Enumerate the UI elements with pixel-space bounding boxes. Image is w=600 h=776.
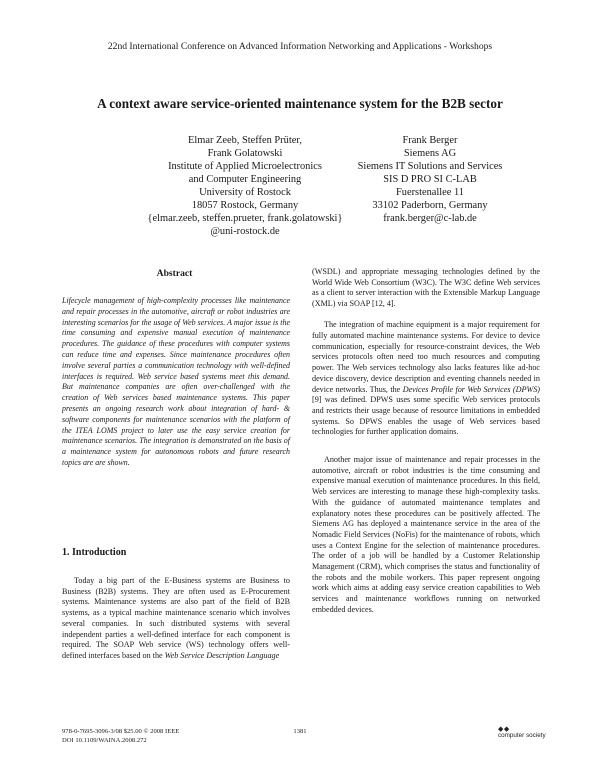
abstract-heading: Abstract: [156, 268, 193, 279]
affiliation-line: University of Rostock: [199, 187, 291, 198]
right-column: [312, 267, 540, 616]
intro-text: Today a big part of the E-Business systems are Business to Business (B2B) systems. They are often used as E-Procurement systems. Maintenance systems are also part of the field of B2B systems, as a typical machine maintenance scenario which involves several companies. In such distributed systems with several independent parties a well-defined interface for each component is required. The SOAP Web service (WS) technology offers well-defined interfaces based on the: [62, 576, 290, 660]
author-line: Frank Golatowski: [207, 148, 283, 159]
computer-society-logo: [498, 727, 548, 740]
email-line: {elmar.zeeb, steffen.prueter, frank.golatowski}: [147, 213, 343, 224]
affiliation-line: and Computer Engineering: [188, 174, 302, 185]
ieee-logo-icon: ◆◆: [498, 726, 510, 733]
author-line: Frank Berger: [402, 135, 458, 146]
address-line: 33102 Paderborn, Germany: [372, 200, 488, 211]
conference-header: 22nd International Conference on Advanced Information Networking and Applications - Workshops: [107, 41, 493, 52]
section-heading-introduction: 1. Introduction: [62, 547, 127, 558]
right-paragraph-3: Another major issue of maintenance and repair processes in the automotive, aircraft or robot industries is the time consuming and expensive manual execution of maintenance procedures. In this field, Web services are interesting to manage these high-complexity tasks. With the guidance of automated maintenance templates and explanatory notes these procedures can be positively affected. The Siemens AG has deployed a maintenance service in the area of the Nomadic Field Services (NoFis) for the maintenance of robots, which uses a Context Engine for the selection of maintenance procedures. The order of a job will be handled by a Customer Relationship Management (CRM), which comprises the status and functionality of the robots and the mobile workers. This paper represent ongoing work which aims at adding easy service creation capabilities to Web services and maintenance workflows running on networked embedded devices.: [312, 455, 540, 614]
right-paragraph-2-cont: [9] was defined. DPWS uses some specific Web services protocols and restricts their usage because of resource limitations in embedded systems. So DPWS enables the usage of Web services based technologies for further application domains.: [312, 395, 540, 437]
doi-line: DOI 10.1109/WAINA.2008.272: [62, 736, 147, 744]
intro-emphasis: Web Service Description Language: [164, 650, 280, 660]
address-line: Fuerstenallee 11: [396, 187, 464, 198]
footer-copyright: [62, 728, 179, 745]
affiliation-line: Siemens AG: [403, 148, 457, 159]
right-paragraph-2: The integration of machine equipment is a major requirement for fully automated machine maintenance systems. For device to device communication, especially for resource-constraint devices, the Web services protocols often need too much resources and computing power. The Web services technology also lacks features like ad-hoc device discovery, device description and eventing channels needed in device networks. Thus, the: [312, 320, 540, 394]
authors-right: [330, 134, 530, 225]
affiliation-line: SIS D PRO SI C-LAB: [383, 174, 477, 185]
address-line: 18057 Rostock, Germany: [191, 200, 299, 211]
page-number: 1381: [293, 728, 307, 735]
email-line: frank.berger@c-lab.de: [383, 213, 477, 224]
affiliation-line: Institute of Applied Microelectronics: [168, 161, 322, 172]
isbn-line: 978-0-7695-3096-3/08 $25.00 © 2008 IEEE: [62, 728, 180, 735]
abstract-text: Lifecycle management of high-complexity processes like maintenance and repair processes in the automotive, aircraft or robot industries are interesting scenarios for the usage of Web services. A major issue is the time consuming and expensive manual execution of maintenance procedures. The guidance of these procedures with computer systems can reduce time and expenses. Since maintenance procedures often involve several parties a communication technology with well-defined interfaces is required. Web service based systems meet this demand. But maintenance companies are often over-challenged with the creation of Web services based maintenance systems. This paper presents an ongoing research work about integration of hard- & software components for maintenance scenarios with the platform of the ITEA LOMS project to later use the easy service creation for maintenance scenarios. The integration is demonstrated on the basis of a maintenance system for autonomous robots and future research topics are are shown.: [62, 296, 290, 467]
logo-text: computer society: [498, 732, 546, 740]
intro-paragraph: [62, 576, 290, 662]
affiliation-line: Siemens IT Solutions and Services: [357, 161, 503, 172]
right-paragraph-1: (WSDL) and appropriate messaging technologies defined by the World Wide Web Consortium (W3C). The W3C define Web services as a client to server interaction with the Extensible Markup Language (XML) via SOAP [12, 4].: [312, 267, 540, 309]
paper-title: A context aware service-oriented maintenance system for the B2B sector: [97, 96, 503, 111]
right-paragraph-2-emphasis: Devices Profile for Web Services (DPWS): [402, 384, 540, 394]
email-line: @uni-rostock.de: [210, 226, 280, 237]
author-line: Elmar Zeeb, Steffen Prüter,: [188, 135, 302, 146]
